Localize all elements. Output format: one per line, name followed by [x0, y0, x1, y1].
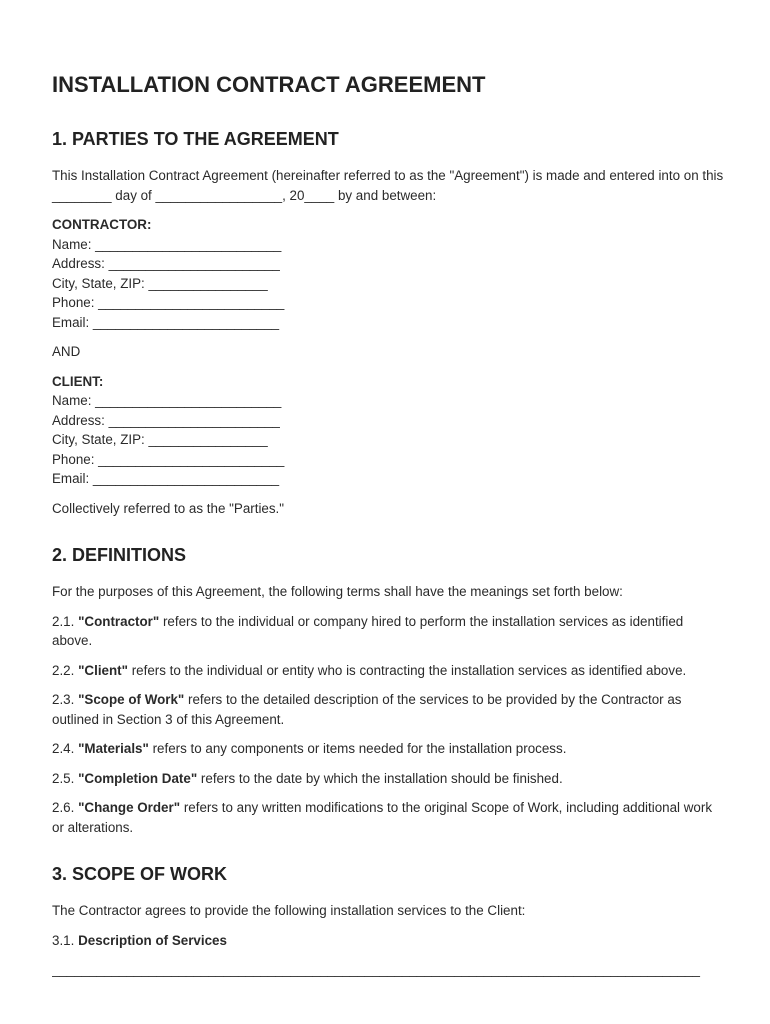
definition-term: "Client" [78, 662, 128, 678]
section-3-heading: 3. SCOPE OF WORK [52, 864, 228, 884]
client-block [52, 372, 724, 489]
parties-collective-note: Collectively referred to as the "Parties." [52, 500, 285, 516]
definition-term: "Change Order" [78, 800, 181, 815]
definition-item [52, 798, 724, 837]
definition-text: refers to any written modifications to the original Scope of Work, including additional work or alterations. [52, 800, 713, 835]
definition-number: 2.2. [52, 662, 75, 678]
definition-item [52, 769, 724, 789]
definition-text: refers to the individual or company hired to perform the installation services as identified above. [52, 613, 684, 648]
client-label: CLIENT: [52, 373, 104, 389]
definition-item [52, 612, 724, 651]
description-blank-line: _______________________________________________________________________________________ [52, 962, 700, 977]
subsection-number: 3.1. [52, 932, 75, 948]
contractor-name-field: Name: _________________________ [52, 236, 282, 252]
and-separator: AND [52, 344, 81, 359]
definition-number: 2.4. [52, 741, 75, 756]
contractor-address-field: Address: _______________________ [52, 256, 280, 271]
definition-number: 2.6. [52, 800, 75, 815]
contractor-phone-field: Phone: _________________________ [52, 295, 285, 310]
definition-item [52, 690, 724, 729]
client-address-field: Address: _______________________ [52, 412, 280, 428]
subsection-3-1 [52, 931, 724, 951]
definition-text: refers to the date by which the installation should be finished. [200, 770, 563, 786]
document-title: INSTALLATION CONTRACT AGREEMENT [52, 72, 486, 97]
client-phone-field: Phone: _________________________ [52, 451, 285, 467]
definition-number: 2.1. [52, 613, 75, 629]
section-2-heading: 2. DEFINITIONS [52, 545, 187, 565]
definition-term: "Completion Date" [78, 770, 198, 786]
contractor-city-field: City, State, ZIP: ________________ [52, 275, 268, 291]
definition-text: refers to any components or items needed for the installation process. [152, 741, 567, 756]
definition-term: "Materials" [78, 741, 149, 756]
client-city-field: City, State, ZIP: ________________ [52, 432, 268, 447]
contractor-block [52, 215, 724, 332]
section-3-intro: The Contractor agrees to provide the following installation services to the Client: [52, 903, 526, 918]
client-email-field: Email: _________________________ [52, 471, 280, 486]
document-body [52, 72, 724, 980]
definition-term: "Contractor" [78, 613, 160, 629]
definition-term: "Scope of Work" [78, 692, 185, 707]
definition-text: refers to the individual or entity who is contracting the installation services as identified above. [131, 662, 687, 678]
contractor-email-field: Email: _________________________ [52, 314, 280, 330]
client-name-field: Name: _________________________ [52, 393, 282, 408]
definition-number: 2.3. [52, 692, 75, 707]
definition-item [52, 739, 724, 759]
subsection-label: Description of Services [78, 932, 227, 948]
contractor-label: CONTRACTOR: [52, 217, 152, 232]
section-1-intro: This Installation Contract Agreement (hereinafter referred to as the "Agreement") is made and entered into on this ________ day of _________________, 20____ by and between: [52, 168, 724, 203]
definition-text: refers to the detailed description of the services to be provided by the Contractor as outlined in Section 3 of this Agreement. [52, 692, 682, 727]
definition-number: 2.5. [52, 770, 75, 786]
definition-item [52, 661, 724, 681]
section-2-intro: For the purposes of this Agreement, the following terms shall have the meanings set forth below: [52, 584, 623, 599]
section-1-heading: 1. PARTIES TO THE AGREEMENT [52, 129, 339, 149]
